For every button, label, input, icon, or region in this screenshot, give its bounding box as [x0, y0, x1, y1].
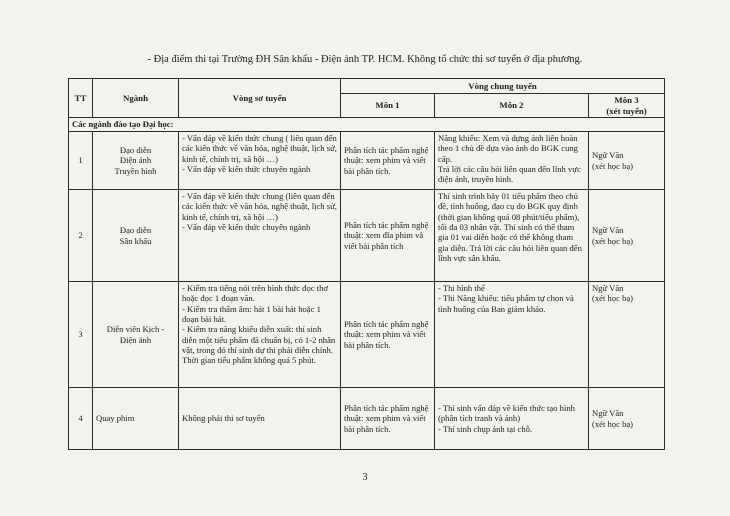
table-row — [69, 132, 665, 190]
row-nganh: Đạo diễn Sân khấu — [93, 190, 179, 282]
row-nganh: Quay phim — [93, 388, 179, 450]
page-number: 3 — [362, 472, 368, 483]
row-mon2: - Thi hình thể - Thi Năng khiếu: tiểu phẩm tự chọn và tình huống của Ban giám khảo. — [435, 282, 589, 388]
row-mon3: Ngữ Văn (xét học bạ) — [589, 282, 665, 388]
row-nganh: Đạo diễn Điện ảnh Truyền hình — [93, 132, 179, 190]
row-mon1: Phân tích tác phẩm nghệ thuật: xem phim và viết bài phân tích. — [341, 282, 435, 388]
row-mon1: Phân tích tác phẩm nghệ thuật: xem đĩa phim và viết bài phân tích — [341, 190, 435, 282]
header-mon3 — [589, 94, 665, 118]
header-mon3-line1: Môn 3 — [614, 95, 639, 105]
section-label: Các ngành đào tạo Đại học: — [69, 118, 665, 132]
row-so-tuyen: - Vấn đáp về kiến thức chung ( liên quan đến các kiến thức về văn hóa, nghệ thuật, lịch sử, kinh tế, chính trị, xã hội …) - Vấn đáp về kiến thức chuyên ngành — [179, 132, 341, 190]
header-mon3-line2: (xét tuyển) — [606, 105, 647, 116]
header-mon2: Môn 2 — [435, 94, 589, 118]
header-nganh: Ngành — [93, 79, 179, 118]
admission-table — [68, 78, 665, 450]
row-tt: 1 — [69, 132, 93, 190]
row-nganh: Diễn viên Kịch - Điện ảnh — [93, 282, 179, 388]
table-row — [69, 282, 665, 388]
row-mon3: Ngữ Văn (xét học bạ) — [589, 190, 665, 282]
exam-location-note: - Địa điểm thi tại Trường ĐH Sân khấu - Điện ảnh TP. HCM. Không tổ chức thi sơ tuyển ở địa phương. — [147, 54, 583, 65]
row-mon3: Ngữ Văn (xét học bạ) — [589, 388, 665, 450]
table-row — [69, 388, 665, 450]
row-tt: 4 — [69, 388, 93, 450]
header-vong-chung-tuyen: Vòng chung tuyển — [341, 79, 665, 94]
row-mon3: Ngữ Văn (xét học bạ) — [589, 132, 665, 190]
table-row — [69, 190, 665, 282]
row-mon1: Phân tích tác phẩm nghệ thuật: xem phim và viết bài phân tích. — [341, 132, 435, 190]
header-vong-so-tuyen: Vòng sơ tuyển — [179, 79, 341, 118]
row-tt: 2 — [69, 190, 93, 282]
row-so-tuyen: - Kiểm tra tiếng nói trên hình thức đọc thơ hoặc đọc 1 đoạn văn. - Kiểm tra thẩm âm: hát 1 bài hát hoặc 1 đoạn bài hát. - Kiểm tra năng khiếu diễn xuất: thí sinh diễn một tiểu phẩm đã chuẩn bị, có 1-2 nhân vật, trong đó thí sinh dự thi phải diễn chính. Thời gian tiểu phẩm không quá 5 phút. — [179, 282, 341, 388]
row-so-tuyen: Không phải thi sơ tuyển — [179, 388, 341, 450]
row-mon2: - Thí sinh vấn đáp về kiến thức tạo hình (phân tích tranh và ảnh) - Thí sinh chụp ảnh tại chỗ. — [435, 388, 589, 450]
row-so-tuyen: - Vấn đáp về kiến thức chung (liên quan đến các kiến thức về văn hóa, nghệ thuật, lịch sử, kinh tế, chính trị, xã hội …) - Vấn đáp về kiến thức chuyên ngành — [179, 190, 341, 282]
row-mon2: Thí sinh trình bày 01 tiểu phẩm theo chủ đề, tình huống, đạo cụ do BGK quy định (thời gian không quá 08 phút/tiểu phẩm), tối đa 03 nhân vật. Thí sinh có thể tham gia 01 vai diễn hoặc có thể không tham gia diễn. Trả lời các câu hỏi liên quan đến lĩnh vực sân khấu. — [435, 190, 589, 282]
header-mon1: Môn 1 — [341, 94, 435, 118]
header-tt: TT — [69, 79, 93, 118]
row-mon2: Năng khiếu: Xem và dựng ảnh liên hoàn theo 1 chủ đề dựa vào ảnh do BGK cung cấp. Trả lời các câu hỏi liên quan đến lĩnh vực điện ảnh, truyền hình. — [435, 132, 589, 190]
row-mon1: Phân tích tác phẩm nghệ thuật: xem phim và viết bài phân tích. — [341, 388, 435, 450]
row-tt: 3 — [69, 282, 93, 388]
